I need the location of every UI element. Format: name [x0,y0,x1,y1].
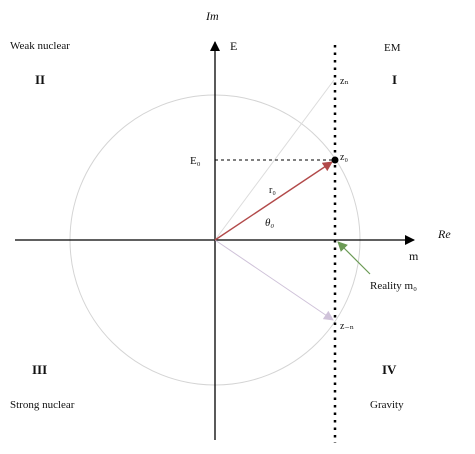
angle-label: θ₀ [265,217,275,229]
reality-arrow [338,242,370,274]
q1-force-label: EM [384,42,401,54]
q2-numeral: II [35,72,46,87]
point-z-zero [332,157,339,164]
vector-z-lower [215,240,333,320]
mass-axis-label: m [409,249,419,263]
q4-numeral: IV [382,362,397,377]
energy-label: E₀ [190,155,201,167]
q2-force-label: Weak nuclear [10,40,70,52]
q3-force-label: Strong nuclear [10,399,75,411]
q3-numeral: III [32,362,48,377]
z-upper-label: zₙ [340,76,349,87]
z-lower-label: z₋ₙ [340,321,355,332]
energy-axis-label: E [230,39,238,53]
z-zero-label: z₀ [340,152,348,163]
vector-z-upper [215,80,334,240]
imag-axis-label: Im [206,9,219,23]
radius-label: r₀ [269,185,276,196]
reality-label: Reality m₀ [370,280,417,292]
q4-force-label: Gravity [370,399,404,411]
q1-numeral: I [392,72,398,87]
real-axis-label: Re [438,227,451,241]
